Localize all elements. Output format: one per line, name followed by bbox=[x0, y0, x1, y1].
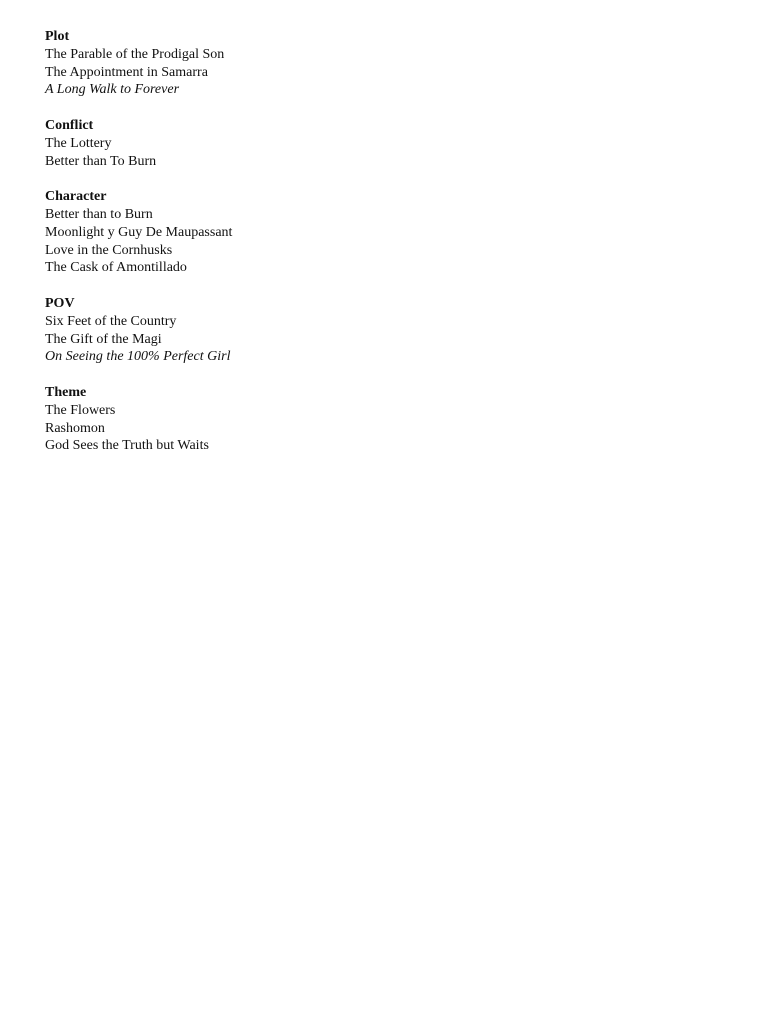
list-item: The Gift of the Magi bbox=[45, 331, 162, 347]
section-plot bbox=[45, 28, 725, 99]
section-heading: Conflict bbox=[45, 117, 94, 133]
section-pov bbox=[45, 295, 725, 366]
list-item: The Lottery bbox=[45, 135, 112, 151]
section-conflict bbox=[45, 117, 725, 170]
section-heading: POV bbox=[45, 295, 75, 311]
list-item: On Seeing the 100% Perfect Girl bbox=[45, 349, 231, 365]
list-item: God Sees the Truth but Waits bbox=[45, 438, 209, 454]
list-item: The Cask of Amontillado bbox=[45, 260, 187, 276]
list-item: Love in the Cornhusks bbox=[45, 242, 173, 258]
section-heading: Character bbox=[45, 189, 107, 205]
section-character bbox=[45, 188, 725, 277]
list-item: A Long Walk to Forever bbox=[45, 82, 180, 98]
section-heading: Theme bbox=[45, 384, 87, 400]
list-item: Moonlight y Guy De Maupassant bbox=[45, 224, 233, 240]
document-page bbox=[45, 28, 725, 473]
list-item: Better than To Burn bbox=[45, 153, 157, 169]
list-item: The Flowers bbox=[45, 402, 116, 418]
section-theme bbox=[45, 384, 725, 455]
list-item: Six Feet of the Country bbox=[45, 313, 177, 329]
section-heading: Plot bbox=[45, 29, 70, 44]
list-item: Rashomon bbox=[45, 420, 105, 436]
list-item: Better than to Burn bbox=[45, 206, 153, 222]
list-item: The Appointment in Samarra bbox=[45, 64, 208, 80]
list-item: The Parable of the Prodigal Son bbox=[45, 46, 225, 62]
